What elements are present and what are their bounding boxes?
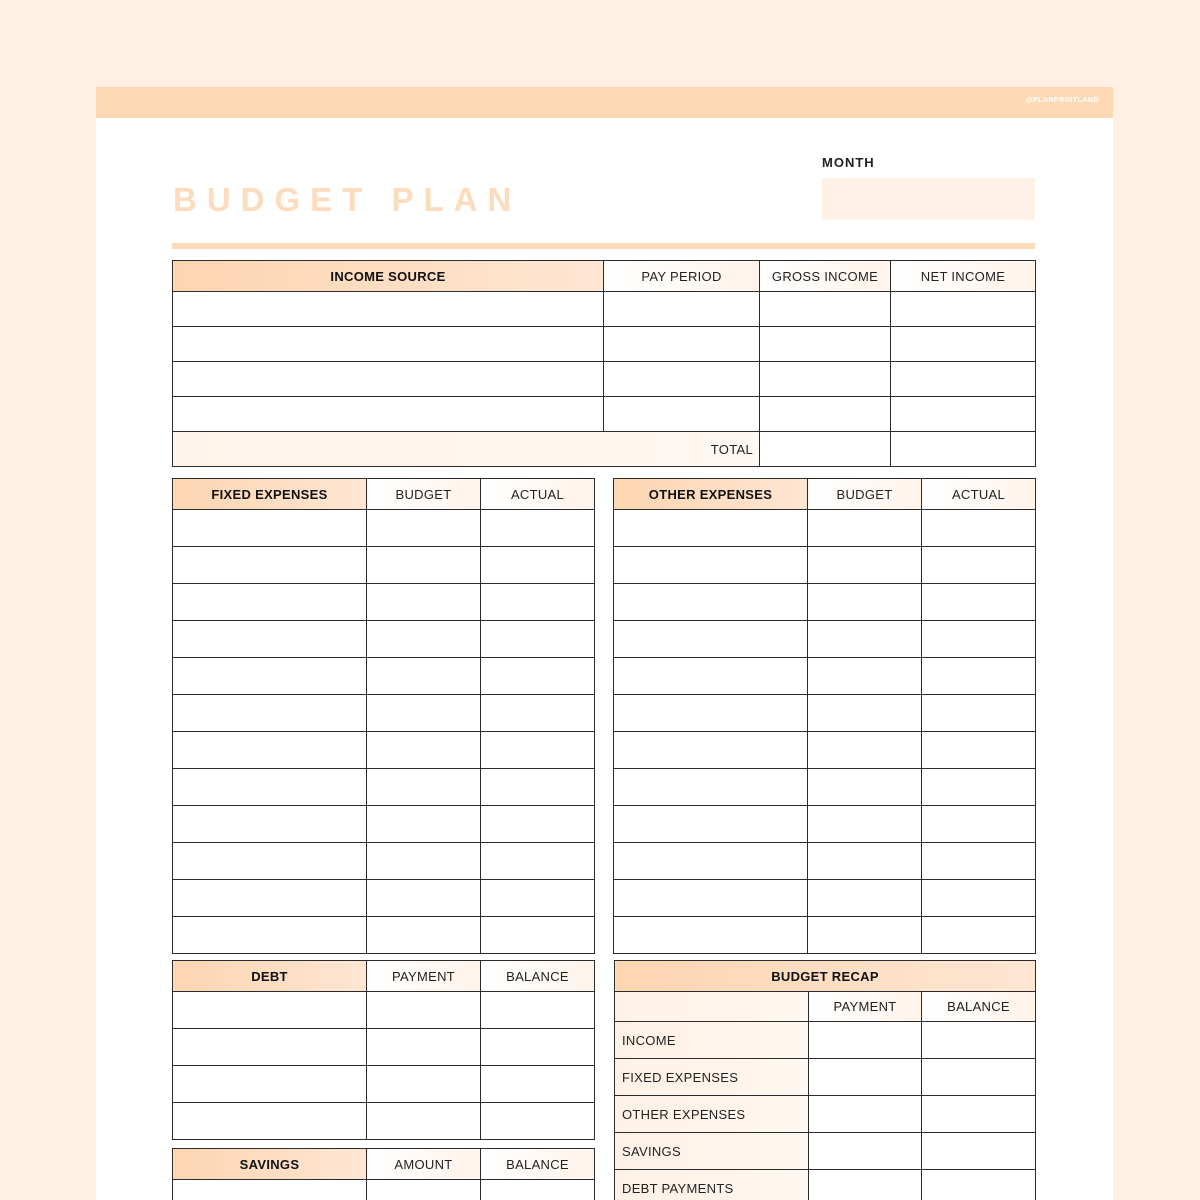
table-cell[interactable]: [604, 292, 760, 327]
table-cell[interactable]: [367, 658, 481, 695]
table-cell[interactable]: [614, 880, 808, 917]
debt-table: [172, 960, 595, 1140]
table-row: [173, 992, 595, 1029]
table-row: [614, 769, 1036, 806]
top-band: [96, 87, 1113, 118]
title-divider: [172, 243, 1035, 249]
table-cell[interactable]: [760, 327, 891, 362]
recap-row-label: DEBT PAYMENTS: [615, 1170, 809, 1200]
recap-row: [615, 1022, 1036, 1059]
table-cell[interactable]: [614, 843, 808, 880]
table-cell[interactable]: [808, 880, 922, 917]
fixed-expenses-table: [172, 478, 595, 954]
table-cell[interactable]: [481, 510, 595, 547]
table-row: [173, 584, 595, 621]
fixed-expenses-header-row: [173, 479, 595, 510]
recap-row-label: OTHER EXPENSES: [615, 1096, 809, 1133]
recap-title-row: [615, 961, 1036, 992]
gross-income-header: GROSS INCOME: [760, 261, 891, 292]
table-row: [173, 547, 595, 584]
budget-header: BUDGET: [367, 479, 481, 510]
table-cell[interactable]: [481, 1066, 595, 1103]
table-row: [614, 547, 1036, 584]
table-cell[interactable]: [808, 584, 922, 621]
table-cell[interactable]: [367, 547, 481, 584]
table-cell[interactable]: [173, 1066, 367, 1103]
table-row: [614, 880, 1036, 917]
table-row: [173, 397, 1036, 432]
table-cell[interactable]: [809, 1022, 922, 1059]
table-cell[interactable]: [173, 327, 604, 362]
income-header-row: [173, 261, 1036, 292]
table-cell[interactable]: [173, 806, 367, 843]
recap-subheader-row: [615, 992, 1036, 1022]
total-label: TOTAL: [173, 432, 760, 467]
table-cell[interactable]: [367, 1066, 481, 1103]
savings-header-row: [173, 1149, 595, 1180]
recap-row-label: SAVINGS: [615, 1133, 809, 1170]
other-expenses-table: [613, 478, 1036, 954]
table-cell[interactable]: [922, 843, 1036, 880]
table-cell[interactable]: [367, 732, 481, 769]
table-cell[interactable]: [481, 769, 595, 806]
table-cell[interactable]: [891, 292, 1036, 327]
table-cell[interactable]: [481, 843, 595, 880]
credit-text: @PLANPRINTLAND: [1025, 97, 1099, 104]
table-cell[interactable]: [809, 1170, 922, 1200]
table-cell[interactable]: [922, 732, 1036, 769]
table-cell[interactable]: [481, 1103, 595, 1140]
table-cell[interactable]: [808, 510, 922, 547]
table-cell[interactable]: [481, 732, 595, 769]
balance-header: BALANCE: [481, 1149, 595, 1180]
table-cell[interactable]: [481, 806, 595, 843]
table-cell[interactable]: [922, 621, 1036, 658]
payment-header: PAYMENT: [367, 961, 481, 992]
balance-header: BALANCE: [481, 961, 595, 992]
table-cell[interactable]: [808, 843, 922, 880]
table-cell[interactable]: [481, 917, 595, 954]
table-cell[interactable]: [367, 584, 481, 621]
table-cell[interactable]: [173, 621, 367, 658]
table-cell[interactable]: [367, 806, 481, 843]
table-cell[interactable]: [922, 880, 1036, 917]
month-label: MONTH: [822, 155, 875, 170]
table-row: [614, 510, 1036, 547]
table-row: [173, 1066, 595, 1103]
debt-header-row: [173, 961, 595, 992]
table-cell[interactable]: [173, 584, 367, 621]
table-cell[interactable]: [173, 992, 367, 1029]
recap-row-label: INCOME: [615, 1022, 809, 1059]
table-row: [173, 732, 595, 769]
table-cell[interactable]: [173, 732, 367, 769]
table-row: [173, 510, 595, 547]
table-cell[interactable]: [367, 769, 481, 806]
table-cell[interactable]: [173, 658, 367, 695]
table-cell[interactable]: [367, 992, 481, 1029]
table-row: [173, 917, 595, 954]
table-cell[interactable]: [481, 992, 595, 1029]
table-cell[interactable]: [173, 547, 367, 584]
income-total-row: [173, 432, 1036, 467]
other-expenses-header: OTHER EXPENSES: [614, 479, 808, 510]
savings-table: [172, 1148, 595, 1200]
table-cell[interactable]: [367, 1029, 481, 1066]
debt-header: DEBT: [173, 961, 367, 992]
table-row: [614, 621, 1036, 658]
table-cell[interactable]: [367, 695, 481, 732]
table-row: [614, 917, 1036, 954]
table-cell[interactable]: [173, 695, 367, 732]
table-row: [614, 732, 1036, 769]
table-cell[interactable]: [614, 584, 808, 621]
table-cell[interactable]: [922, 695, 1036, 732]
table-cell[interactable]: [173, 362, 604, 397]
recap-row: [615, 1096, 1036, 1133]
table-cell[interactable]: [809, 1059, 922, 1096]
table-cell[interactable]: [614, 806, 808, 843]
payment-header: PAYMENT: [809, 992, 922, 1022]
budget-header: BUDGET: [808, 479, 922, 510]
recap-row: [615, 1059, 1036, 1096]
income-source-header: INCOME SOURCE: [173, 261, 604, 292]
table-cell[interactable]: [173, 1103, 367, 1140]
month-input[interactable]: [822, 178, 1035, 220]
table-cell[interactable]: [922, 1133, 1036, 1170]
table-cell[interactable]: [808, 732, 922, 769]
table-row: [614, 584, 1036, 621]
table-cell[interactable]: [614, 621, 808, 658]
table-cell[interactable]: [922, 510, 1036, 547]
table-cell[interactable]: [808, 769, 922, 806]
page-title: BUDGET PLAN: [173, 181, 522, 218]
table-cell[interactable]: [367, 880, 481, 917]
table-row: [173, 1180, 595, 1200]
table-cell[interactable]: [604, 397, 760, 432]
table-cell[interactable]: [481, 1029, 595, 1066]
table-cell[interactable]: [481, 1180, 595, 1200]
table-row: [173, 1103, 595, 1140]
table-row: [173, 880, 595, 917]
table-cell[interactable]: [367, 1180, 481, 1200]
other-expenses-header-row: [614, 479, 1036, 510]
pay-period-header: PAY PERIOD: [604, 261, 760, 292]
table-cell[interactable]: [173, 1029, 367, 1066]
table-cell[interactable]: [922, 584, 1036, 621]
net-total-cell[interactable]: [891, 432, 1036, 467]
table-cell[interactable]: [173, 397, 604, 432]
table-cell[interactable]: [922, 806, 1036, 843]
table-cell[interactable]: [614, 695, 808, 732]
table-row: [173, 327, 1036, 362]
actual-header: ACTUAL: [922, 479, 1036, 510]
table-cell[interactable]: [481, 621, 595, 658]
recap-corner: [615, 992, 809, 1022]
table-cell[interactable]: [367, 843, 481, 880]
table-cell[interactable]: [367, 917, 481, 954]
table-row: [614, 843, 1036, 880]
savings-header: SAVINGS: [173, 1149, 367, 1180]
table-row: [173, 292, 1036, 327]
recap-row-label: FIXED EXPENSES: [615, 1059, 809, 1096]
table-cell[interactable]: [367, 1103, 481, 1140]
fixed-expenses-body: [173, 510, 595, 954]
table-cell[interactable]: [481, 547, 595, 584]
amount-header: AMOUNT: [367, 1149, 481, 1180]
table-cell[interactable]: [173, 769, 367, 806]
table-cell[interactable]: [604, 362, 760, 397]
table-cell[interactable]: [614, 917, 808, 954]
recap-body: [615, 1022, 1036, 1200]
budget-recap-header: BUDGET RECAP: [615, 961, 1036, 992]
gross-total-cell[interactable]: [760, 432, 891, 467]
budget-sheet: [96, 87, 1113, 1200]
table-cell[interactable]: [808, 658, 922, 695]
table-cell[interactable]: [922, 769, 1036, 806]
table-cell[interactable]: [173, 292, 604, 327]
table-cell[interactable]: [922, 1022, 1036, 1059]
table-row: [173, 621, 595, 658]
table-row: [614, 658, 1036, 695]
table-cell[interactable]: [604, 327, 760, 362]
table-cell[interactable]: [809, 1133, 922, 1170]
table-cell[interactable]: [614, 769, 808, 806]
recap-row: [615, 1170, 1036, 1200]
table-cell[interactable]: [481, 658, 595, 695]
table-cell[interactable]: [760, 362, 891, 397]
table-row: [173, 806, 595, 843]
recap-row: [615, 1133, 1036, 1170]
table-row: [173, 769, 595, 806]
table-cell[interactable]: [614, 732, 808, 769]
table-cell[interactable]: [808, 695, 922, 732]
table-row: [614, 806, 1036, 843]
table-row: [173, 362, 1036, 397]
table-cell[interactable]: [614, 547, 808, 584]
table-cell[interactable]: [808, 547, 922, 584]
other-expenses-body: [614, 510, 1036, 954]
table-cell[interactable]: [922, 1096, 1036, 1133]
table-row: [614, 695, 1036, 732]
table-cell[interactable]: [481, 584, 595, 621]
table-cell[interactable]: [922, 658, 1036, 695]
table-cell[interactable]: [891, 327, 1036, 362]
table-cell[interactable]: [614, 510, 808, 547]
table-cell[interactable]: [367, 621, 481, 658]
table-cell[interactable]: [922, 1170, 1036, 1200]
table-cell[interactable]: [173, 1180, 367, 1200]
table-cell[interactable]: [922, 917, 1036, 954]
table-cell[interactable]: [173, 510, 367, 547]
balance-header: BALANCE: [922, 992, 1036, 1022]
budget-recap-table: [614, 960, 1036, 1200]
table-cell[interactable]: [760, 397, 891, 432]
table-cell[interactable]: [481, 695, 595, 732]
table-cell[interactable]: [808, 806, 922, 843]
table-cell[interactable]: [481, 880, 595, 917]
table-row: [173, 658, 595, 695]
net-income-header: NET INCOME: [891, 261, 1036, 292]
table-cell[interactable]: [891, 397, 1036, 432]
table-cell[interactable]: [891, 362, 1036, 397]
table-row: [173, 843, 595, 880]
table-cell[interactable]: [173, 880, 367, 917]
table-cell[interactable]: [173, 843, 367, 880]
table-cell[interactable]: [367, 510, 481, 547]
fixed-expenses-header: FIXED EXPENSES: [173, 479, 367, 510]
table-cell[interactable]: [760, 292, 891, 327]
table-cell[interactable]: [809, 1096, 922, 1133]
table-row: [173, 695, 595, 732]
table-cell[interactable]: [614, 658, 808, 695]
actual-header: ACTUAL: [481, 479, 595, 510]
table-cell[interactable]: [173, 917, 367, 954]
table-cell[interactable]: [922, 1059, 1036, 1096]
table-cell[interactable]: [808, 917, 922, 954]
income-table: [172, 260, 1036, 467]
table-cell[interactable]: [808, 621, 922, 658]
debt-body: [173, 992, 595, 1140]
table-cell[interactable]: [922, 547, 1036, 584]
table-row: [173, 1029, 595, 1066]
